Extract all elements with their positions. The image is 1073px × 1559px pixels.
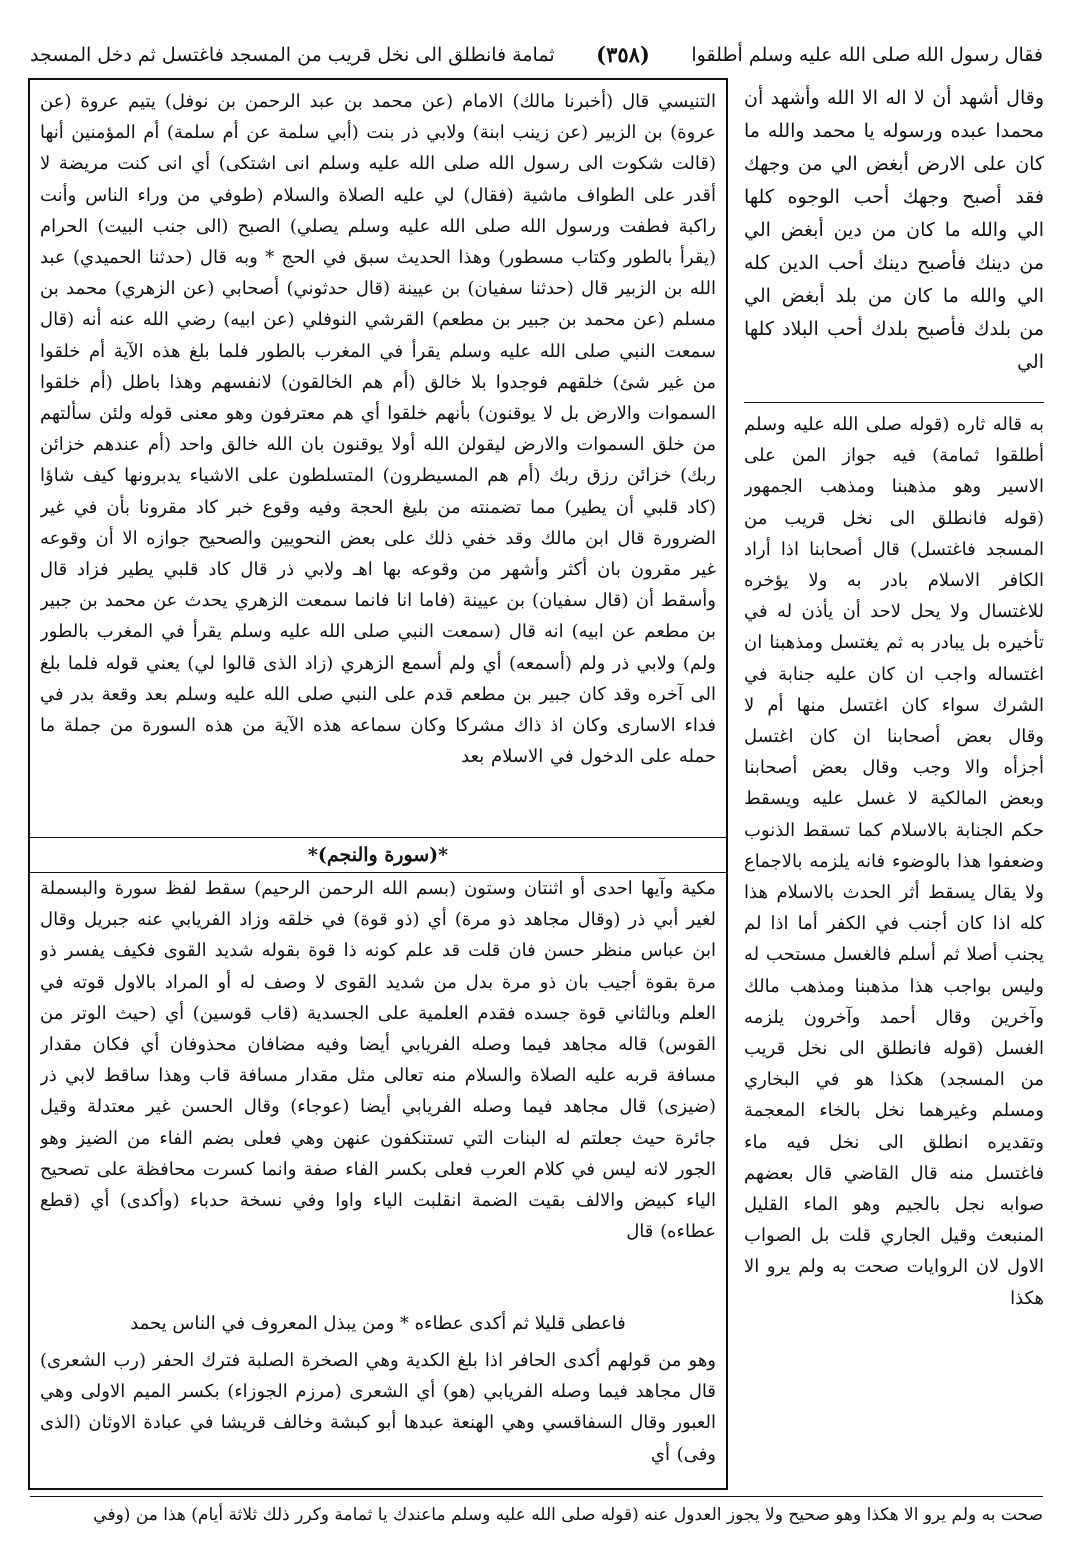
page-number: (٣٥٨)	[596, 42, 650, 67]
main-paragraph-1: التنيسي قال (أخبرنا مالك) الامام (عن محمد بن عبد الرحمن بن نوفل) يتيم عروة (عن عروة) بن الزبير (عن زينب ابنة) ولابي ذر بنت (أبي سلمة عن أم سلمة) أم المؤمنين أنها (قالت شكوت الى رسول الله صلى الله عليه وسلم انى اشتكى) أي انى كنت مريضة لا أقدر على الطواف ماشية (فقال) لي عليه الصلاة والسلام (طوفي من وراء الناس وأنت راكبة فطفت ورسول الله صلى الله عليه وسلم يصلي) الصبح (الى جنب البيت) الحرام (يقرأ بالطور وكتاب مسطور) وهذا الحديث سبق في الحج * وبه قال (حدثنا الحميدي) عبد الله بن الزبير قال (حدثنا سفيان) بن عيينة (قال حدثوني) أصحابي (عن الزهري) محمد بن مسلم (عن محمد بن جبير بن مطعم) القرشي النوفلي (عن ابيه) رضي الله عنه أنه (قال سمعت النبي صلى الله عليه وسلم يقرأ في المغرب بالطور فلما بلغ هذه الآية أم خلقوا من غير شئ) خلقهم فوجدوا بلا خالق (أم هم الخالقون) لانفسهم وهذا باطل (أم خلقوا السموات والارض بل لا يوقنون) بأنهم خلقوا أي هم معترفون وهو معنى قوله ولئن سألتهم من خلق السموات والارض ليقولن الله أولا يوقنون بان الله خالق واحد (أم عندهم خزائن ربك) خزائن رزق ربك (أم هم المسيطرون) المتسلطون على الاشياء يدبرونها كيف شاؤا (كاد قلبي أن يطير) مما تضمنته من بليغ الحجة وفيه وقوع خبر كاد مقرونا بأن في غير الضرورة قال ابن مالك وقد خفي ذلك على بعض النحويين والصحيح جوازه الا أن وقوعه غير مقرون بان أكثر وأشهر من وقوعه بها اهـ ولابي ذر قال كاد قلبي يطير فزاد قال وأسقط أن (قال سفيان) بن عيينة (فاما انا فانما سمعت الزهري يحدث عن محمد بن جبير بن مطعم عن ابيه) انه قال (سمعت النبي صلى الله عليه وسلم يقرأ في المغرب بالطور ولم) ولابي ذر ولم (أسمعه) أي ولم أسمع الزهري (زاد الذى قالوا لي) يعني قوله فلما بلغ الى آخره وقد كان جبير بن مطعم قدم على النبي صلى الله عليه وسلم بعد وقعة بدر في فداء الاسارى وكان اذ ذاك مشركا وكان سماعه هذه الآية من هذه السورة من جملة ما حمله على الدخول في الاسلام بعد	[40, 91, 716, 768]
poetry-verse: فاعطى قليلا ثم أكدى عطاءه * ومن يبذل المعروف في الناس يحمد	[130, 1313, 626, 1334]
commentary-divider	[744, 402, 1044, 403]
commentary-column	[738, 78, 1050, 1490]
page-header	[30, 38, 1043, 72]
page-footer: صحت به ولم يرو الا هكذا وهو صحيح ولا يجوز العدول عنه (قوله صلى الله عليه وسلم ماعندك يا ثمامة وكرر ذلك ثلاثة أيام) هذا من (وفي	[30, 1496, 1043, 1537]
main-paragraph-2: مكية وآيها احدى أو اثنتان وستون (بسم الله الرحمن الرحيم) سقط لفظ سورة والبسملة لغير أبي ذر (وقال مجاهد ذو مرة) أي (ذو قوة) في خلقه وزاد الفريابي عنه جبريل وقال ابن عباس منظر حسن فان قلت قد علم كونه ذا قوة بقوله شديد القوى فكيف يفسر ذو مرة بقوة أجيب بان ذو مرة بدل من شديد القوى لا وصف له أو المراد بالاول قوته في العلم وبالثاني قوة جسده فقدم العلمية على الجسدية (قاب قوسين) أي (حيث الوتر من القوس) قاله مجاهد فيما وصله الفريابي أيضا وفيه مضافان محذوفان أي فكان مقدار مسافة قربه عليه الصلاة والسلام منه تعالى مثل مقدار مسافة قاب وهذا ساقط لابي ذر (ضيزى) قال مجاهد فيما وصله الفريابي أيضا (عوجاء) وقال الحسن غير معتدلة وقيل جائرة حيث جعلتم له البنات التي تستنكفون عنهن وهي فعلى بضم الفاء من الضيز وهو الجور لانه ليس في كلام العرب فعلى بكسر الفاء صفة وانما كسرت محافظة على تصحيح الياء كبيض والالف بقيت الضمة انقلبت الياء واوا وفي نسخة حدباء (وأكدى) أي (قطع عطاءه) قال	[40, 878, 716, 1243]
main-text-column	[28, 78, 728, 1490]
main-paragraph-3: وهو من قولهم أكدى الحافر اذا بلغ الكدية وهي الصخرة الصلبة فترك الحفر (رب الشعرى) قال مجاهد فيما وصله الفريابي (هو) أي الشعرى (مرزم الجوزاء) بكسر الميم الاولى وهي العبور وقال السفاقسي وهي الهنعة عبدها أبو كبشة وخالف قريشا في عبادة الاوثان (الذى وفى) أي	[40, 1350, 716, 1465]
commentary-top-text: وقال أشهد أن لا اله الا الله وأشهد أن محمدا عبده ورسوله يا محمد والله ما كان على الارض أبغض الي من وجهك فقد أصبح وجهك أحب الوجوه كلها الي والله ما كان من دين أبغض الي من دينك فأصبح دينك أحب الدين كله الي والله ما كان من بلد أبغض الي من بلدك فأصبح بلدك أحب البلاد كلها الي	[744, 87, 1044, 373]
header-text-left: ثمامة فانطلق الى نخل قريب من المسجد فاغتسل ثم دخل المسجد	[30, 44, 555, 66]
surah-title: *(سورة والنجم)*	[30, 838, 726, 873]
commentary-body-text: به قاله ثاره (قوله صلى الله عليه وسلم أطلقوا ثمامة) فيه جواز المن على الاسير وهو مذهبنا ومذهب الجمهور (قوله فانطلق الى نخل قريب من المسجد فاغتسل) قال أصحابنا اذا أراد الكافر الاسلام بادر به ولا يؤخره للاغتسال ولا يحل لاحد أن يأذن له في تأخيره بل يبادر به ثم يغتسل ومذهبنا ان اغتساله واجب ان كان عليه جنابة في الشرك سواء كان اغتسل منها أم لا وقال بعض أصحابنا ان كان اغتسل أجزأه والا وجب وقال بعض أصحابنا وبعض المالكية لا غسل عليه ويسقط حكم الجنابة بالاسلام كما تسقط الذنوب وضعفوا هذا بالوضوء فانه يلزمه بالاجماع ولا يقال يسقط أثر الحدث بالاسلام هذا كله اذا كان أجنب في الكفر أما اذا لم يجنب أصلا ثم أسلم فالغسل مستحب له وليس بواجب هذا مذهبنا ومذهب مالك وآخرين وقال أحمد وآخرون يلزمه الغسل (قوله فانطلق الى نخل قريب من المسجد) هكذا هو في البخاري ومسلم وغيرهما نخل بالخاء المعجمة وتقديره انطلق الى نخل فيه ماء فاغتسل منه قال القاضي قال بعضهم صوابه نجل بالجيم وهو الماء القليل المنبعث وقيل الجاري قلت بل الصواب الاول لان الروايات صحت به ولم يرو الا هكذا	[744, 414, 1044, 1309]
header-text-right: فقال رسول الله صلى الله عليه وسلم أطلقوا	[691, 44, 1043, 66]
